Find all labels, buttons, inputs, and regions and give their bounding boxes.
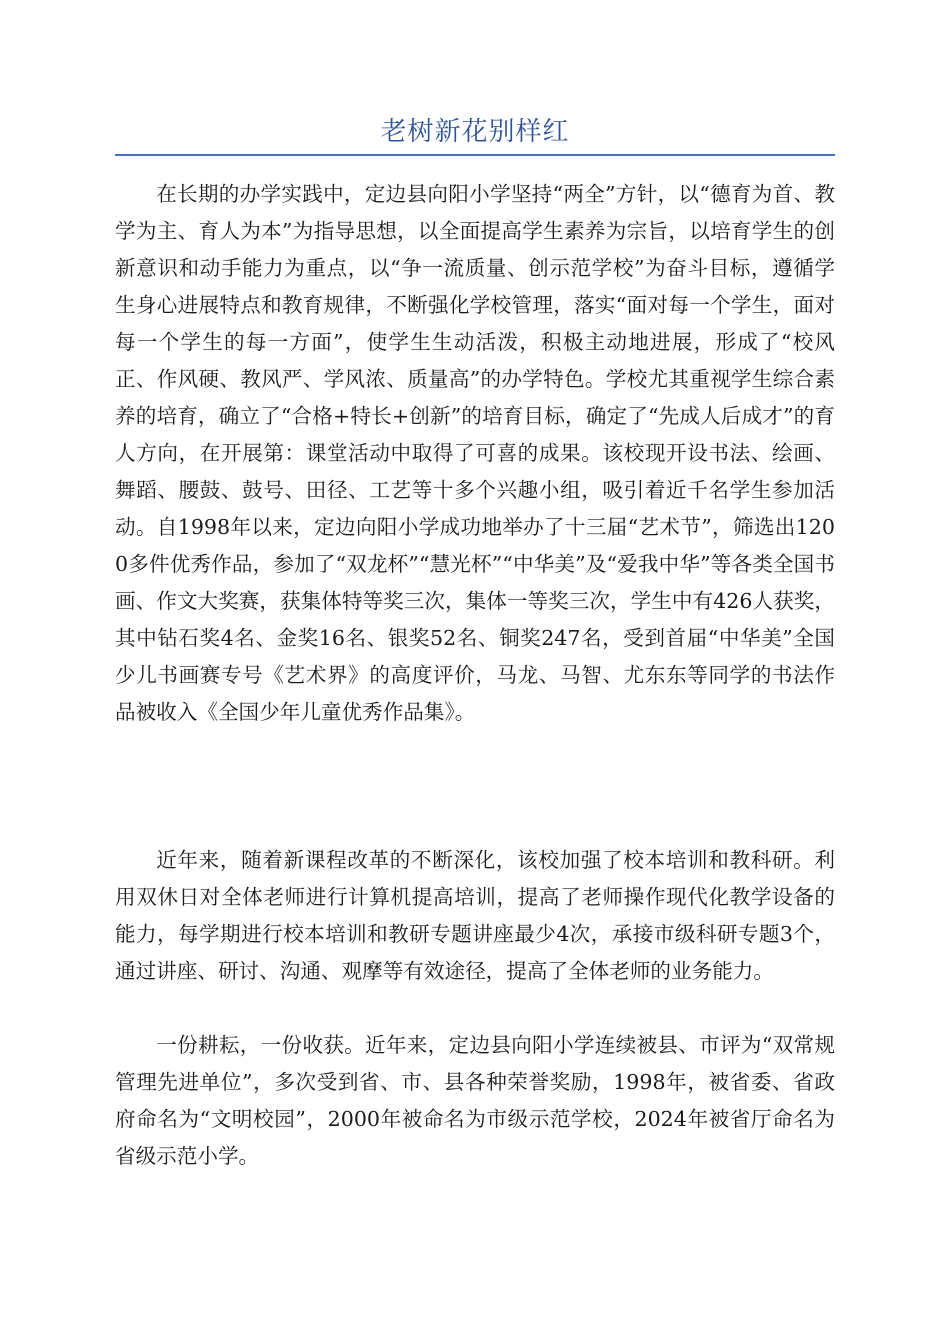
title-underline [115,154,835,156]
paragraph-2: 近年来，随着新课程改革的不断深化，该校加强了校本培训和教科研。利用双休日对全体老师进行计算机提高培训，提高了老师操作现代化教学设备的能力，每学期进行校本培训和教研专题讲座最少4次，承接市级科研专题3个，通过讲座、研讨、沟通、观摩等有效途径，提高了全体老师的业务能力。 [115,848,835,983]
paragraph-1: 在长期的办学实践中，定边县向阳小学坚持“两全”方针，以“德育为首、教学为主、育人为本”为指导思想，以全面提高学生素养为宗旨，以培育学生的创新意识和动手能力为重点，以“争一流质量、创示范学校”为奋斗目标，遵循学生身心进展特点和教育规律，不断强化学校管理，落实“面对每一个学生，面对每一个学生的每一方面”，使学生生动活泼，积极主动地进展，形成了“校风正、作风硬、教风严、学风浓、质量高”的办学特色。学校尤其重视学生综合素养的培育，确立了“合格+特长+创新”的培育目标，确定了“先成人后成才”的育人方向，在开展第：课堂活动中取得了可喜的成果。该校现开设书法、绘画、舞蹈、腰鼓、鼓号、田径、工艺等十多个兴趣小组，吸引着近千名学生参加活动。自1998年以来，定边向阳小学成功地举办了十三届“艺术节”，筛选出1200多件优秀作品，参加了“双龙杯”“慧光杯”“中华美”及“爱我中华”等各类全国书画、作文大奖赛，获集体特等奖三次，集体一等奖三次，学生中有426人获奖，其中钻石奖4名、金奖16名、银奖52名、铜奖247名，受到首届“中华美”全国少儿书画赛专号《艺术界》的高度评价，马龙、马智、尤东东等同学的书法作品被收入《全国少年儿童优秀作品集》。 [115,182,835,724]
paragraph-3: 一份耕耘，一份收获。近年来，定边县向阳小学连续被县、市评为“双常规管理先进单位”，多次受到省、市、县各种荣誉奖励，1998年，被省委、省政府命名为“文明校园”，2000年被命名为市级示范学校，2024年被省厅命名为省级示范小学。 [115,1033,835,1168]
document-title: 老树新花别样红 [380,117,570,147]
